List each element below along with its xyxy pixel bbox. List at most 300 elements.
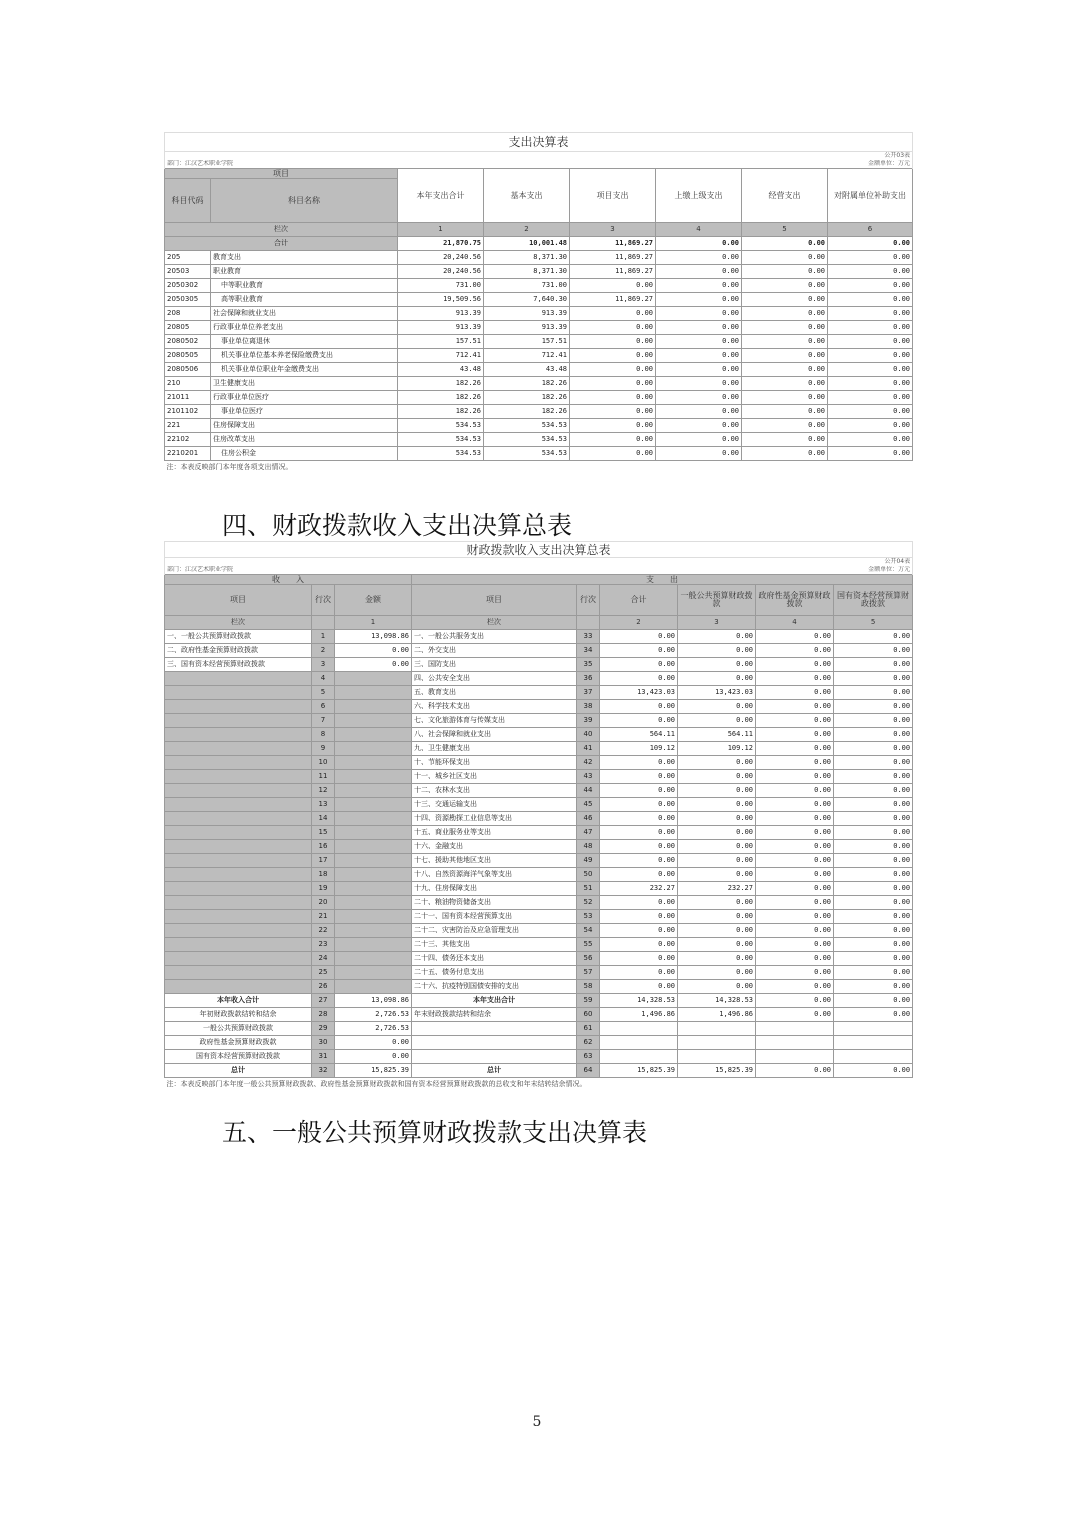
amount-cell: 731.00: [398, 279, 484, 293]
amount-cell: 0.00: [678, 784, 756, 798]
expense-line: 53: [577, 910, 600, 924]
table-row: [165, 377, 913, 391]
table-row: [165, 279, 913, 293]
amount-cell: 0.00: [756, 980, 834, 994]
income-amount: [335, 686, 412, 700]
expense-line: 46: [577, 812, 600, 826]
amount-cell: 0.00: [570, 321, 656, 335]
summary-row: [165, 1036, 913, 1050]
table-row: [165, 700, 913, 714]
expense-line: 54: [577, 924, 600, 938]
expense-item: 二十三、其他支出: [412, 938, 577, 952]
amount-cell: 0.00: [834, 952, 913, 966]
income-amount: 0.00: [335, 1036, 412, 1050]
amount-cell: 13,423.03: [600, 686, 678, 700]
amount-cell: 534.53: [398, 447, 484, 461]
table1-unit: 金额单位：万元: [570, 160, 913, 169]
income-item: [165, 826, 312, 840]
income-line: 15: [312, 826, 335, 840]
amount-cell: 0.00: [678, 770, 756, 784]
table1-col-total: 本年支出合计: [398, 169, 484, 223]
amount-cell: 0.00: [678, 980, 756, 994]
expense-line: 61: [577, 1022, 600, 1036]
expense-line: 38: [577, 700, 600, 714]
amount-cell: 0.00: [834, 700, 913, 714]
expense-line: 39: [577, 714, 600, 728]
amount-cell: 534.53: [398, 433, 484, 447]
amount-cell: 232.27: [678, 882, 756, 896]
amount-cell: 0.00: [600, 966, 678, 980]
amount-cell: [600, 1022, 678, 1036]
amount-cell: 0.00: [834, 1064, 913, 1078]
income-item: [165, 770, 312, 784]
amount-cell: 0.00: [678, 924, 756, 938]
expense-line: 43: [577, 770, 600, 784]
amount-cell: [834, 1036, 913, 1050]
income-line: 20: [312, 896, 335, 910]
expense-item: 八、社会保障和就业支出: [412, 728, 577, 742]
table2-lanci-empty: [577, 616, 600, 630]
amount-cell: 534.53: [398, 419, 484, 433]
income-line: 31: [312, 1050, 335, 1064]
amount-cell: [600, 1050, 678, 1064]
subject-name: 机关事业单位职业年金缴费支出: [211, 363, 398, 377]
subject-name: 行政事业单位养老支出: [211, 321, 398, 335]
amount-cell: 0.00: [828, 307, 913, 321]
income-amount: 2,726.53: [335, 1022, 412, 1036]
amount-cell: 0.00: [828, 433, 913, 447]
amount-cell: [678, 1036, 756, 1050]
table-row: [165, 840, 913, 854]
amount-cell: 0.00: [834, 924, 913, 938]
amount-cell: 0.00: [600, 784, 678, 798]
fiscal-appropriation-table: [164, 541, 912, 1090]
amount-cell: 7,640.30: [484, 293, 570, 307]
expense-item: 二、外交支出: [412, 644, 577, 658]
amount-cell: 0.00: [600, 896, 678, 910]
summary-row: [165, 994, 913, 1008]
table-row: [165, 924, 913, 938]
income-line: 25: [312, 966, 335, 980]
subject-code: 2210201: [165, 447, 211, 461]
table-row: [165, 265, 913, 279]
table-row: [165, 630, 913, 644]
income-line: 11: [312, 770, 335, 784]
income-item: 三、国有资本经营预算财政拨款: [165, 658, 312, 672]
subject-code: 2080505: [165, 349, 211, 363]
income-item: [165, 924, 312, 938]
expense-line: 48: [577, 840, 600, 854]
subject-name: 社会保障和就业支出: [211, 307, 398, 321]
expense-line: 63: [577, 1050, 600, 1064]
income-amount: [335, 980, 412, 994]
subject-name: 机关事业单位基本养老保险缴费支出: [211, 349, 398, 363]
income-line: 5: [312, 686, 335, 700]
expense-line: 34: [577, 644, 600, 658]
expense-line: 42: [577, 756, 600, 770]
summary-row: [165, 1064, 913, 1078]
subject-code: 208: [165, 307, 211, 321]
amount-cell: 15,825.39: [600, 1064, 678, 1078]
table-row: [165, 896, 913, 910]
amount-cell: 0.00: [742, 335, 828, 349]
amount-cell: 43.48: [398, 363, 484, 377]
table1-lanci-1: 1: [398, 223, 484, 237]
amount-cell: 0.00: [756, 1008, 834, 1022]
expense-line: 57: [577, 966, 600, 980]
expense-line: 55: [577, 938, 600, 952]
amount-cell: 0.00: [570, 307, 656, 321]
income-item: [165, 840, 312, 854]
amount-cell: 109.12: [678, 742, 756, 756]
income-item: 本年收入合计: [165, 994, 312, 1008]
table-row: [165, 686, 913, 700]
subject-name: 事业单位医疗: [211, 405, 398, 419]
income-item: 政府性基金预算财政拨款: [165, 1036, 312, 1050]
table2-code: 公开04表: [165, 558, 913, 567]
income-amount: [335, 826, 412, 840]
amount-cell: 0.00: [834, 770, 913, 784]
page-number: 5: [532, 1414, 542, 1430]
amount-cell: 0.00: [600, 672, 678, 686]
amount-cell: 0.00: [756, 812, 834, 826]
expense-item: 十一、城乡社区支出: [412, 770, 577, 784]
expense-line: 40: [577, 728, 600, 742]
income-item: [165, 700, 312, 714]
amount-cell: 0.00: [600, 826, 678, 840]
section-heading-5: 五、一般公共预算财政拨款支出决算表: [222, 1118, 648, 1147]
amount-cell: 712.41: [398, 349, 484, 363]
expense-item: 十二、农林水支出: [412, 784, 577, 798]
subject-name: 中等职业教育: [211, 279, 398, 293]
amount-cell: 0.00: [678, 938, 756, 952]
table2-lanci-label2: 栏次: [412, 616, 577, 630]
table2-lanci-label: 栏次: [165, 616, 312, 630]
income-item: 一般公共预算财政拨款: [165, 1022, 312, 1036]
amount-cell: 0.00: [678, 868, 756, 882]
table2-lanci-2: 2: [600, 616, 678, 630]
table-row: [165, 349, 913, 363]
amount-cell: 0.00: [656, 335, 742, 349]
amount-cell: 0.00: [834, 686, 913, 700]
income-item: [165, 896, 312, 910]
amount-cell: 0.00: [656, 279, 742, 293]
income-item: [165, 728, 312, 742]
amount-cell: 13,423.03: [678, 686, 756, 700]
table-row: [165, 644, 913, 658]
income-amount: [335, 840, 412, 854]
amount-cell: 0.00: [742, 349, 828, 363]
table-row: [165, 447, 913, 461]
amount-cell: 0.00: [678, 714, 756, 728]
subject-name: 住房改革支出: [211, 433, 398, 447]
amount-cell: 0.00: [756, 770, 834, 784]
amount-cell: 0.00: [834, 812, 913, 826]
amount-cell: 0.00: [570, 363, 656, 377]
expense-line: 64: [577, 1064, 600, 1078]
amount-cell: 0.00: [828, 279, 913, 293]
amount-cell: 0.00: [678, 910, 756, 924]
amount-cell: [756, 1050, 834, 1064]
amount-cell: 0.00: [600, 644, 678, 658]
income-amount: 2,726.53: [335, 1008, 412, 1022]
amount-cell: 0.00: [756, 798, 834, 812]
expense-line: 47: [577, 826, 600, 840]
amount-cell: 1,496.86: [600, 1008, 678, 1022]
table2-col-amount: 金额: [335, 585, 412, 616]
income-amount: [335, 756, 412, 770]
income-line: 22: [312, 924, 335, 938]
table-row: [165, 812, 913, 826]
amount-cell: 0.00: [600, 924, 678, 938]
table-row: [165, 363, 913, 377]
subject-code: 2101102: [165, 405, 211, 419]
amount-cell: 534.53: [484, 433, 570, 447]
income-item: [165, 882, 312, 896]
income-item: 一、一般公共预算财政拨款: [165, 630, 312, 644]
amount-cell: 0.00: [756, 756, 834, 770]
amount-cell: 0.00: [742, 279, 828, 293]
amount-cell: 0.00: [834, 644, 913, 658]
expense-line: 37: [577, 686, 600, 700]
subject-code: 2080502: [165, 335, 211, 349]
amount-cell: 0.00: [828, 419, 913, 433]
amount-cell: 0.00: [756, 742, 834, 756]
table2-col-fund: 政府性基金预算财政拨款: [756, 585, 834, 616]
amount-cell: 0.00: [756, 686, 834, 700]
amount-cell: 0.00: [756, 1064, 834, 1078]
table1-total-cell: 10,001.48: [484, 237, 570, 251]
amount-cell: 0.00: [756, 784, 834, 798]
income-line: 3: [312, 658, 335, 672]
table-row: [165, 966, 913, 980]
amount-cell: 0.00: [678, 630, 756, 644]
subject-name: 事业单位离退休: [211, 335, 398, 349]
amount-cell: 182.26: [484, 391, 570, 405]
table1-col-operating: 经营支出: [742, 169, 828, 223]
table1-dept: 部门：江汉艺术职业学院: [165, 160, 570, 169]
table2-col-total: 合计: [600, 585, 678, 616]
amount-cell: 0.00: [678, 812, 756, 826]
subject-name: 教育支出: [211, 251, 398, 265]
amount-cell: 0.00: [656, 391, 742, 405]
table2-title: 财政拨款收入支出决算总表: [165, 542, 913, 558]
amount-cell: 0.00: [600, 854, 678, 868]
amount-cell: 534.53: [484, 419, 570, 433]
income-amount: [335, 910, 412, 924]
amount-cell: 0.00: [656, 321, 742, 335]
table-row: [165, 419, 913, 433]
table-row: [165, 854, 913, 868]
table-row: [165, 910, 913, 924]
amount-cell: 0.00: [756, 826, 834, 840]
amount-cell: 0.00: [678, 952, 756, 966]
table1-col-upper: 上缴上级支出: [656, 169, 742, 223]
amount-cell: [600, 1036, 678, 1050]
amount-cell: 564.11: [600, 728, 678, 742]
amount-cell: 0.00: [756, 882, 834, 896]
amount-cell: 0.00: [834, 658, 913, 672]
income-line: 21: [312, 910, 335, 924]
amount-cell: 0.00: [828, 391, 913, 405]
subject-code: 20503: [165, 265, 211, 279]
table-row: [165, 321, 913, 335]
amount-cell: 0.00: [834, 882, 913, 896]
amount-cell: 534.53: [484, 447, 570, 461]
expense-line: 49: [577, 854, 600, 868]
income-amount: [335, 938, 412, 952]
table2-col-item: 项目: [165, 585, 312, 616]
table2-unit: 金额单位：万元: [577, 566, 913, 575]
income-line: 30: [312, 1036, 335, 1050]
amount-cell: 0.00: [656, 405, 742, 419]
amount-cell: 0.00: [742, 265, 828, 279]
table1-col-project: 项目支出: [570, 169, 656, 223]
expense-item: 七、文化旅游体育与传媒支出: [412, 714, 577, 728]
amount-cell: 0.00: [756, 854, 834, 868]
table-row: [165, 980, 913, 994]
income-line: 26: [312, 980, 335, 994]
amount-cell: 0.00: [834, 826, 913, 840]
amount-cell: 0.00: [742, 321, 828, 335]
expense-line: 58: [577, 980, 600, 994]
income-item: 国有资本经营预算财政拨款: [165, 1050, 312, 1064]
amount-cell: 0.00: [656, 293, 742, 307]
amount-cell: [756, 1036, 834, 1050]
amount-cell: 0.00: [742, 391, 828, 405]
subject-code: 2050302: [165, 279, 211, 293]
amount-cell: 0.00: [756, 658, 834, 672]
amount-cell: 0.00: [834, 1008, 913, 1022]
amount-cell: 0.00: [834, 756, 913, 770]
amount-cell: 0.00: [834, 980, 913, 994]
amount-cell: 0.00: [570, 335, 656, 349]
income-item: [165, 938, 312, 952]
table1-col-code: 科目代码: [165, 179, 211, 223]
expense-item: [412, 1036, 577, 1050]
amount-cell: 0.00: [756, 924, 834, 938]
table1-col-basic: 基本支出: [484, 169, 570, 223]
amount-cell: 0.00: [742, 363, 828, 377]
expense-item: 五、教育支出: [412, 686, 577, 700]
table1-title: 支出决算表: [165, 133, 913, 152]
table2-expense-header: 支 出: [412, 575, 913, 585]
table-row: [165, 433, 913, 447]
amount-cell: 0.00: [570, 433, 656, 447]
amount-cell: 0.00: [678, 854, 756, 868]
amount-cell: 157.51: [398, 335, 484, 349]
amount-cell: 0.00: [828, 293, 913, 307]
amount-cell: 0.00: [834, 714, 913, 728]
expense-item: 十九、住房保障支出: [412, 882, 577, 896]
amount-cell: 0.00: [600, 938, 678, 952]
amount-cell: 182.26: [398, 377, 484, 391]
amount-cell: 0.00: [834, 994, 913, 1008]
amount-cell: 0.00: [570, 419, 656, 433]
amount-cell: 0.00: [600, 714, 678, 728]
table2-lanci-3: 3: [678, 616, 756, 630]
amount-cell: 0.00: [656, 377, 742, 391]
amount-cell: 0.00: [828, 265, 913, 279]
table1-group-header: 项目: [165, 169, 398, 179]
table-row: [165, 251, 913, 265]
expense-item: 二十六、抗疫特别国债安排的支出: [412, 980, 577, 994]
table1-lanci-3: 3: [570, 223, 656, 237]
amount-cell: 0.00: [834, 728, 913, 742]
amount-cell: 0.00: [742, 405, 828, 419]
table1-total-cell: 0.00: [656, 237, 742, 251]
expense-line: 52: [577, 896, 600, 910]
amount-cell: 0.00: [828, 321, 913, 335]
amount-cell: 564.11: [678, 728, 756, 742]
income-line: 7: [312, 714, 335, 728]
expense-item: 总计: [412, 1064, 577, 1078]
amount-cell: 0.00: [828, 405, 913, 419]
amount-cell: 0.00: [678, 644, 756, 658]
amount-cell: 0.00: [756, 714, 834, 728]
amount-cell: 0.00: [828, 335, 913, 349]
amount-cell: 913.39: [484, 321, 570, 335]
table1-total-cell: 0.00: [742, 237, 828, 251]
table1-lanci-4: 4: [656, 223, 742, 237]
income-line: 6: [312, 700, 335, 714]
table1-lanci-label: 栏次: [165, 223, 398, 237]
expense-item: 二十五、债务付息支出: [412, 966, 577, 980]
income-item: [165, 854, 312, 868]
expense-line: 56: [577, 952, 600, 966]
subject-code: 221: [165, 419, 211, 433]
income-amount: [335, 924, 412, 938]
amount-cell: 0.00: [834, 840, 913, 854]
amount-cell: 0.00: [678, 672, 756, 686]
amount-cell: 0.00: [834, 910, 913, 924]
table1-lanci-2: 2: [484, 223, 570, 237]
income-item: [165, 980, 312, 994]
amount-cell: 0.00: [756, 630, 834, 644]
income-line: 28: [312, 1008, 335, 1022]
subject-code: 2050305: [165, 293, 211, 307]
expense-line: 35: [577, 658, 600, 672]
income-line: 23: [312, 938, 335, 952]
income-line: 24: [312, 952, 335, 966]
amount-cell: 0.00: [656, 307, 742, 321]
income-amount: [335, 952, 412, 966]
amount-cell: 0.00: [756, 994, 834, 1008]
income-line: 10: [312, 756, 335, 770]
table1-lanci-5: 5: [742, 223, 828, 237]
summary-row: [165, 1050, 913, 1064]
amount-cell: 20,240.56: [398, 251, 484, 265]
income-amount: [335, 700, 412, 714]
amount-cell: [834, 1022, 913, 1036]
amount-cell: 0.00: [834, 896, 913, 910]
amount-cell: 0.00: [756, 728, 834, 742]
income-amount: [335, 728, 412, 742]
amount-cell: 43.48: [484, 363, 570, 377]
income-line: 17: [312, 854, 335, 868]
amount-cell: 0.00: [656, 349, 742, 363]
income-item: [165, 910, 312, 924]
table2-income-header: 收 入: [165, 575, 412, 585]
amount-cell: 0.00: [570, 391, 656, 405]
amount-cell: 0.00: [834, 938, 913, 952]
amount-cell: 0.00: [678, 826, 756, 840]
amount-cell: 0.00: [656, 419, 742, 433]
table2-dept: 部门：江汉艺术职业学院: [165, 566, 577, 575]
amount-cell: 0.00: [656, 265, 742, 279]
subject-name: 行政事业单位医疗: [211, 391, 398, 405]
table-row: [165, 672, 913, 686]
